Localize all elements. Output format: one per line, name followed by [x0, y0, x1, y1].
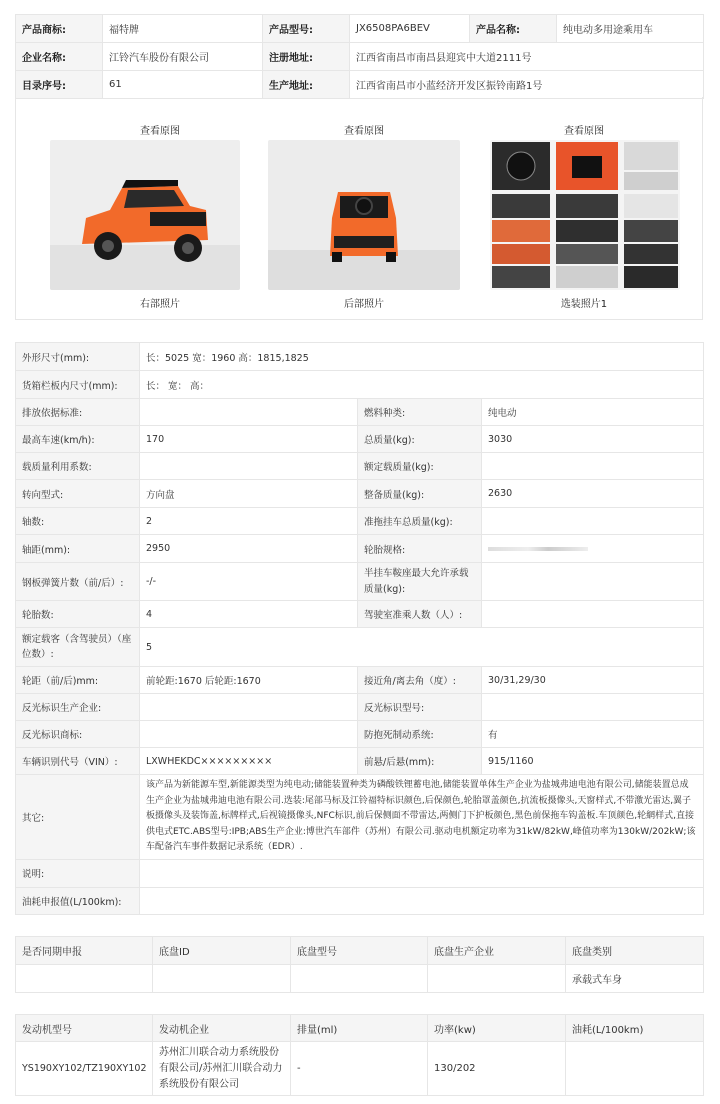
photo-optional-image[interactable] [490, 140, 680, 290]
rated-load-value [482, 453, 704, 480]
angle-label: 接近角/离去角（度）: [358, 667, 482, 694]
curb-label: 整备质量(kg): [358, 480, 482, 508]
vin-label: 车辆识别代号（VIN）: [16, 748, 140, 775]
steering-label: 转向型式: [16, 480, 140, 508]
prod-address-label: 生产地址: [263, 71, 350, 99]
reflect-brand-label: 反光标识商标: [16, 721, 140, 748]
cargo-value: 长： 宽： 高： [140, 371, 704, 399]
speed-value: 170 [140, 426, 358, 453]
photo-right-label: 右部照片 [140, 299, 180, 310]
emission-value [140, 399, 358, 426]
emission-label: 排放依据标准: [16, 399, 140, 426]
engine-cell: YS190XY102/TZ190XY102 [16, 1042, 153, 1096]
chassis-header-type: 底盘类别 [566, 937, 704, 965]
photo-rear-label: 后部照片 [344, 299, 384, 310]
track-label: 轮距（前/后)mm: [16, 667, 140, 694]
dims-label: 外形尺寸(mm): [16, 343, 140, 371]
load-coef-label: 载质量利用系数: [16, 453, 140, 480]
engine-table [15, 1014, 704, 1096]
reflect-model-value [482, 694, 704, 721]
prod-address-value: 江西省南昌市小蓝经济开发区振铃南路1号 [350, 71, 704, 99]
abs-value: 有 [482, 721, 704, 748]
chassis-table [15, 936, 704, 993]
chassis-header-model: 底盘型号 [291, 937, 428, 965]
wheelbase-label: 轴距(mm): [16, 535, 140, 563]
engine-cell: 130/202 [428, 1042, 566, 1096]
gross-value: 3030 [482, 426, 704, 453]
view-original-link[interactable]: 查看原图 [344, 126, 384, 137]
fuel-value: 纯电动 [482, 399, 704, 426]
tire-count-label: 轮胎数: [16, 601, 140, 628]
reg-address-value: 江西省南昌市南昌县迎宾中大道2111号 [350, 43, 704, 71]
tire-value [482, 535, 704, 563]
chassis-cell [291, 965, 428, 993]
gross-label: 总质量(kg): [358, 426, 482, 453]
chassis-cell [153, 965, 291, 993]
saddle-value [482, 563, 704, 601]
company-value: 江铃汽车股份有限公司 [103, 43, 263, 71]
spring-value: -/- [140, 563, 358, 601]
engine-header-power: 功率(kw) [428, 1015, 566, 1042]
product-name-value: 纯电动多用途乘用车 [557, 15, 704, 43]
engine-header-maker: 发动机企业 [153, 1015, 291, 1042]
brand-value: 福特牌 [103, 15, 263, 43]
product-name-label: 产品名称: [470, 15, 557, 43]
other-label: 其它: [16, 775, 140, 860]
photo-optional-label: 选装照片1 [560, 299, 608, 310]
trailer-value [482, 508, 704, 535]
cab-value [482, 601, 704, 628]
speed-label: 最高车速(km/h): [16, 426, 140, 453]
spec-table [15, 342, 704, 915]
reg-address-label: 注册地址: [263, 43, 350, 71]
brand-label: 产品商标: [16, 15, 103, 43]
tire-value-blur [488, 547, 588, 551]
cargo-label: 货箱栏板内尺寸(mm): [16, 371, 140, 399]
overhang-label: 前悬/后悬(mm): [358, 748, 482, 775]
chassis-cell [428, 965, 566, 993]
chassis-cell: 承载式车身 [566, 965, 704, 993]
seats-label: 额定载客（含驾驶员）（座位数）: [16, 628, 140, 667]
engine-header-consumption: 油耗(L/100km) [566, 1015, 704, 1042]
view-original-link[interactable]: 查看原图 [564, 126, 604, 137]
axles-label: 轴数: [16, 508, 140, 535]
other-value: 该产品为新能源车型,新能源类型为纯电动;储能装置种类为磷酸铁锂蓄电池,储能装置单体生产企业为盐城弗迪电池有限公司,储能装置总成生产企业为盐城弗迪电池有限公司.选装:尾部马标及江铃福特标识颜色,后保颜色,轮胎罩盖颜色,抗流板摄像头,天窗样式,不带激光雷达,翼子板摄像头及装饰盖,标牌样式,后视镜摄像头,NFC标识,前后保侧面不带雷达,两侧门下护板颜色,黑色前保拖车钩盖板.车顶颜色,轮網样式,直接供电式ETC.ABS型号:IPB;ABS生产企业:博世汽车部件（苏州）有限公司.驱动电机额定功率为31kW/82kW,峰值功率为130kW/202kW;该车配备汽车事件数据记录系统（EDR）. [140, 775, 704, 860]
reflect-maker-label: 反光标识生产企业: [16, 694, 140, 721]
note-value [140, 859, 704, 887]
company-label: 企业名称: [16, 43, 103, 71]
axles-value: 2 [140, 508, 358, 535]
reflect-model-label: 反光标识型号: [358, 694, 482, 721]
catalog-value: 61 [103, 71, 263, 99]
engine-header-model: 发动机型号 [16, 1015, 153, 1042]
product-info-table [15, 14, 704, 99]
curb-value: 2630 [482, 480, 704, 508]
angle-value: 30/31,29/30 [482, 667, 704, 694]
overhang-value: 915/1160 [482, 748, 704, 775]
engine-cell [566, 1042, 704, 1096]
engine-cell: - [291, 1042, 428, 1096]
fuel-report-label: 油耗申报值(L/100km): [16, 887, 140, 914]
model-value: JX6508PA6BEV [350, 15, 470, 43]
dims-value: 长：5025 宽：1960 高：1815,1825 [140, 343, 704, 371]
steering-value: 方向盘 [140, 480, 358, 508]
model-label: 产品型号: [263, 15, 350, 43]
tire-count-value: 4 [140, 601, 358, 628]
trailer-label: 准拖挂车总质量(kg): [358, 508, 482, 535]
abs-label: 防抱死制动系统: [358, 721, 482, 748]
reflect-maker-value [140, 694, 358, 721]
photo-right-image[interactable] [50, 140, 240, 290]
fuel-label: 燃料种类: [358, 399, 482, 426]
saddle-label: 半挂车鞍座最大允许承载质量(kg): [358, 563, 482, 601]
catalog-label: 目录序号: [16, 71, 103, 99]
spring-label: 钢板弹簧片数（前/后）: [16, 563, 140, 601]
track-value: 前轮距:1670 后轮距:1670 [140, 667, 358, 694]
fuel-report-value [140, 887, 704, 914]
load-coef-value [140, 453, 358, 480]
reflect-brand-value [140, 721, 358, 748]
note-label: 说明: [16, 859, 140, 887]
view-original-link[interactable]: 查看原图 [140, 126, 180, 137]
photo-panel [15, 97, 703, 320]
vin-value: LXWHEKDC××××××××× [140, 748, 358, 775]
engine-header-displacement: 排量(ml) [291, 1015, 428, 1042]
tire-label: 轮胎规格: [358, 535, 482, 563]
chassis-cell [16, 965, 153, 993]
rated-load-label: 额定载质量(kg): [358, 453, 482, 480]
engine-cell: 苏州汇川联合动力系统股份有限公司/苏州汇川联合动力系统股份有限公司 [153, 1042, 291, 1096]
cab-label: 驾驶室准乘人数（人）: [358, 601, 482, 628]
wheelbase-value: 2950 [140, 535, 358, 563]
chassis-header-id: 底盘ID [153, 937, 291, 965]
photo-rear-image[interactable] [268, 140, 460, 290]
seats-value: 5 [140, 628, 704, 667]
chassis-header-maker: 底盘生产企业 [428, 937, 566, 965]
chassis-header-declare: 是否同期申报 [16, 937, 153, 965]
